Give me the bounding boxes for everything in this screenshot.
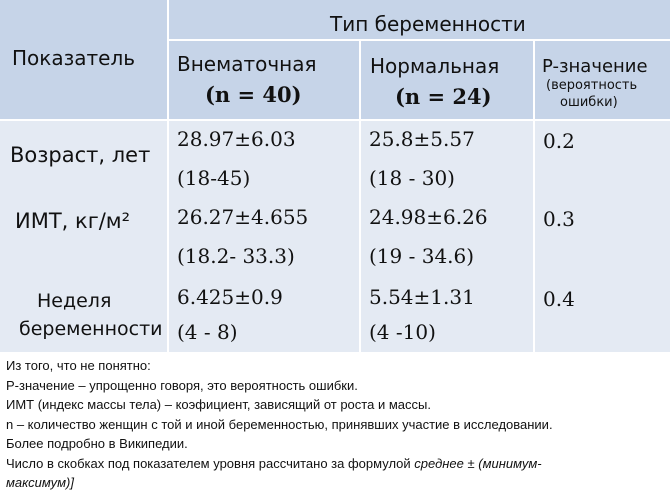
- row-bmi-normal-range: (19 - 34.6): [369, 244, 475, 268]
- row-bmi-normal-mean: 24.98±6.26: [369, 205, 488, 229]
- header-indicator: Показатель: [12, 46, 136, 70]
- column-divider: [533, 40, 535, 352]
- header-p-value: P-значение: [542, 56, 648, 77]
- column-divider: [359, 40, 361, 352]
- row-week-normal-mean: 5.54±1.31: [369, 285, 475, 309]
- header-pregnancy-type: Тип беременности: [330, 12, 526, 36]
- note-line: Р-значение – упрощенно говоря, это вероятность ошибки.: [6, 377, 358, 393]
- explanation-notes: [6, 356, 666, 493]
- note-line: Из того, что не понятно:: [6, 358, 151, 373]
- note-line: [6, 473, 666, 493]
- row-bmi-ectopic-mean: 26.27±4.655: [177, 205, 309, 229]
- row-age-ectopic-range: (18-45): [177, 166, 251, 190]
- note-formula: максимум)]: [6, 475, 74, 490]
- header-divider: [0, 119, 670, 121]
- header-p-value-sub1: (вероятность: [546, 78, 638, 93]
- row-week-p: 0.4: [543, 287, 575, 311]
- row-bmi-label: ИМТ, кг/м²: [15, 209, 131, 233]
- header-ectopic: Внематочная: [177, 52, 317, 76]
- note-line: Более подробно в Википедии.: [6, 436, 188, 451]
- note-line: [6, 454, 666, 474]
- row-week-ectopic-mean: 6.425±0.9: [177, 285, 283, 309]
- header-normal: Нормальная: [370, 54, 500, 78]
- note-line: ИМТ (индекс массы тела) – коэфициент, зависящий от роста и массы.: [6, 397, 431, 412]
- column-divider: [167, 0, 169, 352]
- header-p-value-sub2: ошибки): [560, 95, 618, 110]
- note-text: Число в скобках под показателем уровня рассчитано за формулой: [6, 455, 415, 471]
- row-age-normal-mean: 25.8±5.57: [369, 127, 475, 151]
- row-age-normal-range: (18 - 30): [369, 166, 455, 190]
- row-week-ectopic-range: (4 - 8): [177, 320, 238, 344]
- row-week-label-line2: беременности: [19, 318, 163, 340]
- note-line: n – количество женщин с той и иной беременностью, принявших участие в исследовании.: [6, 416, 553, 432]
- row-week-label-line1: Неделя: [37, 290, 112, 312]
- header-divider: [169, 39, 670, 41]
- row-age-ectopic-mean: 28.97±6.03: [177, 127, 296, 151]
- row-bmi-ectopic-range: (18.2- 33.3): [177, 244, 295, 268]
- row-age-label: Возраст, лет: [10, 143, 151, 167]
- header-normal-n: (n = 24): [395, 84, 492, 109]
- row-age-p: 0.2: [543, 129, 575, 153]
- header-ectopic-n: (n = 40): [205, 82, 302, 107]
- row-bmi-p: 0.3: [543, 207, 575, 231]
- note-formula: среднее ± (минимум-: [414, 455, 542, 471]
- row-week-normal-range: (4 -10): [369, 320, 436, 344]
